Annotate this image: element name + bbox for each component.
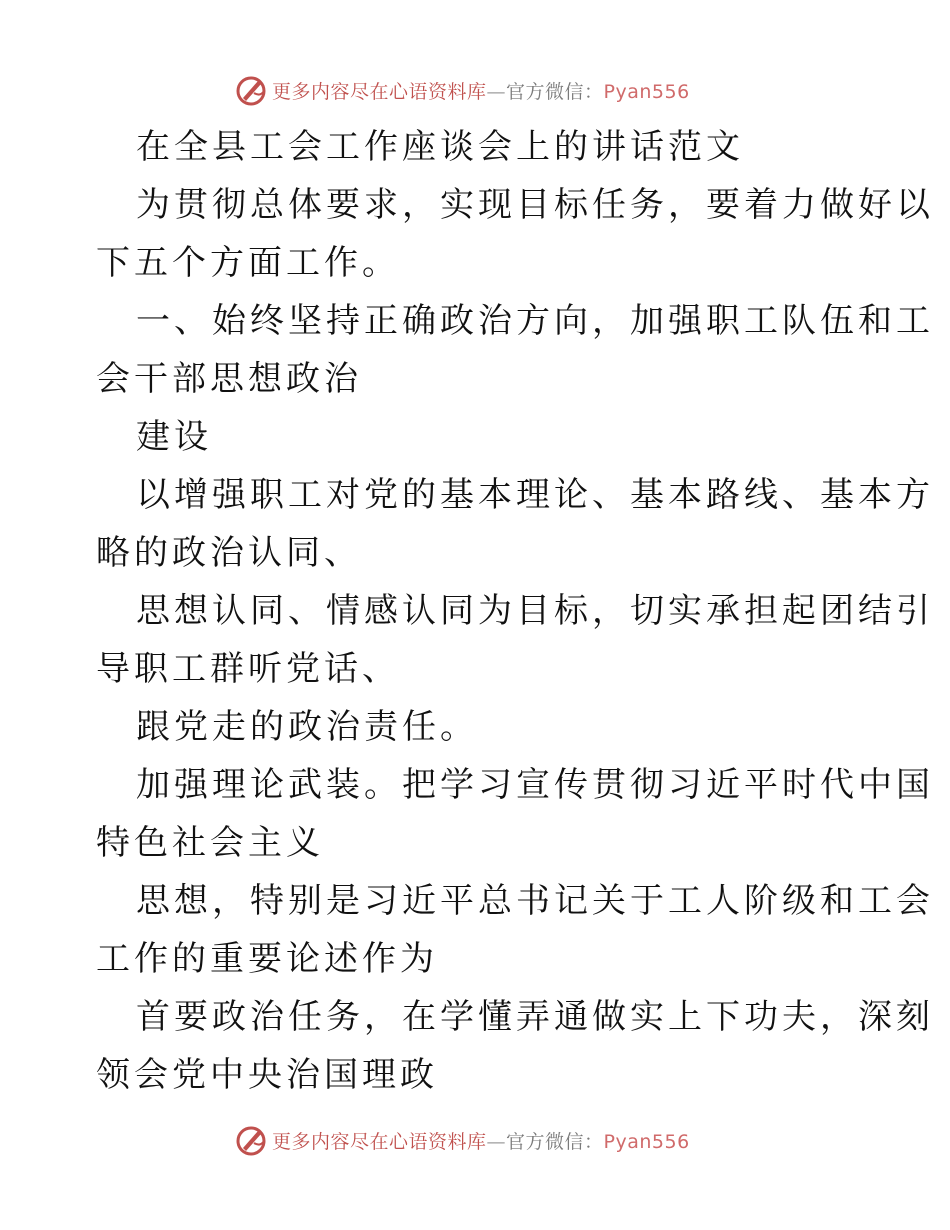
text-line: 思想认同、情感认同为目标，切实承担起团结引 [136, 591, 934, 631]
watermark-text [272, 1127, 690, 1154]
watermark-dash: — [486, 80, 507, 103]
logo-icon [234, 1123, 268, 1157]
header-watermark [234, 70, 690, 110]
document-body [96, 118, 934, 1104]
text-line: 在全县工会工作座谈会上的讲话范文 [136, 127, 744, 167]
text-line: 略的政治认同、 [96, 533, 362, 573]
watermark-dash: — [486, 1130, 507, 1153]
watermark-label: 官方微信： [506, 80, 604, 103]
text-line: 导职工群听党话、 [96, 649, 400, 689]
text-line: 一、始终坚持正确政治方向，加强职工队伍和工 [136, 301, 934, 341]
text-line: 会干部思想政治 [96, 359, 362, 399]
text-line: 建设 [136, 417, 212, 457]
text-line: 领会党中央治国理政 [96, 1055, 438, 1095]
text-line: 加强理论武装。把学习宣传贯彻习近平时代中国 [136, 765, 934, 805]
text-line: 首要政治任务，在学懂弄通做实上下功夫，深刻 [136, 997, 934, 1037]
watermark-code: Pyan556 [603, 1130, 690, 1153]
watermark-main: 更多内容尽在心语资料库 [272, 80, 487, 103]
text-line: 跟党走的政治责任。 [136, 707, 478, 747]
text-line: 思想，特别是习近平总书记关于工人阶级和工会 [136, 881, 934, 921]
watermark-code: Pyan556 [603, 80, 690, 103]
footer-watermark [234, 1120, 690, 1160]
logo-icon [234, 73, 268, 107]
text-line: 为贯彻总体要求，实现目标任务，要着力做好以 [136, 185, 934, 225]
text-line: 特色社会主义 [96, 823, 324, 863]
text-line: 工作的重要论述作为 [96, 939, 438, 979]
watermark-label: 官方微信： [506, 1130, 604, 1153]
watermark-main: 更多内容尽在心语资料库 [272, 1130, 487, 1153]
text-line: 下五个方面工作。 [96, 243, 400, 283]
text-line: 以增强职工对党的基本理论、基本路线、基本方 [136, 475, 934, 515]
watermark-text [272, 77, 690, 104]
